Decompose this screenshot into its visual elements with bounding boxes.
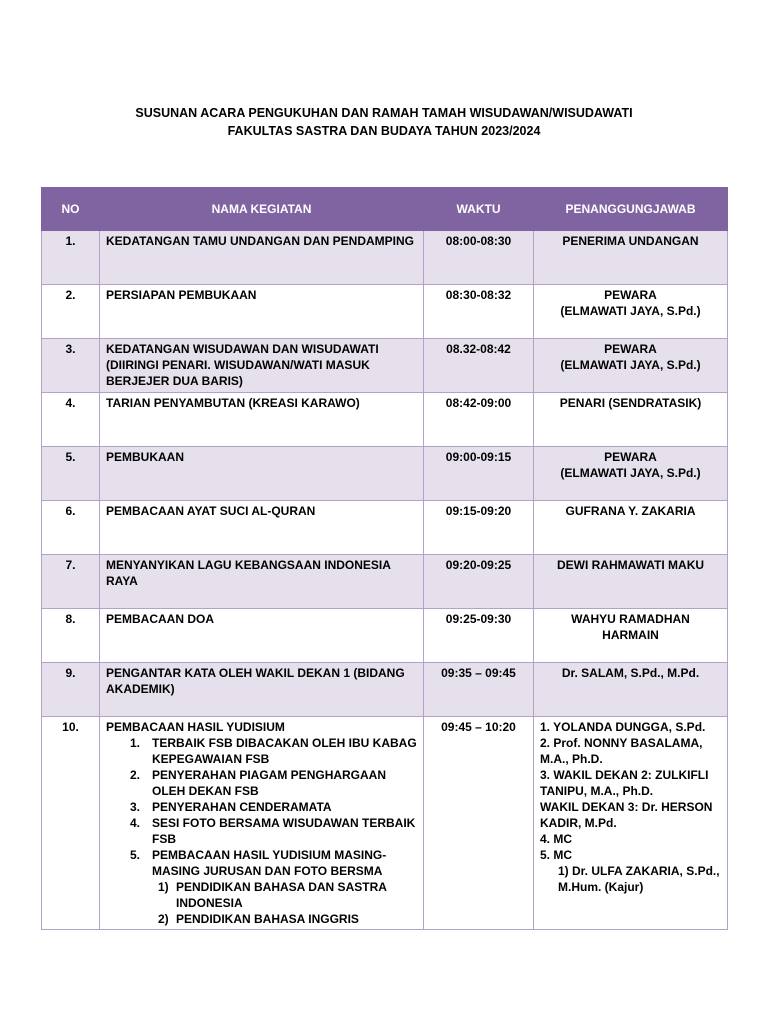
header-penanggungjawab: PENANGGUNGJAWAB — [534, 188, 728, 231]
row-waktu: 09:15-09:20 — [424, 501, 534, 555]
header-waktu: WAKTU — [424, 188, 534, 231]
subsubitem-list — [106, 879, 417, 927]
table-row — [42, 501, 728, 555]
row-penanggungjawab — [534, 447, 728, 501]
list-number: 2. — [130, 768, 141, 782]
pj-line: WAKIL DEKAN 3: Dr. HERSON KADIR, M.Pd. — [540, 800, 713, 830]
subitem-list — [106, 735, 417, 879]
pj-line: Dr. SALAM, S.Pd., M.Pd. — [561, 666, 700, 680]
list-text: SESI FOTO BERSAMA WISUDAWAN TERBAIK FSB — [152, 816, 416, 846]
row-waktu: 09:20-09:25 — [424, 555, 534, 609]
row-kegiatan: PEMBUKAAN — [100, 447, 424, 501]
row-kegiatan: PENGANTAR KATA OLEH WAKIL DEKAN 1 (BIDANG AKADEMIK) — [100, 663, 424, 717]
pj-line: 1. YOLANDA DUNGGA, S.Pd. — [540, 720, 706, 734]
pj-line: GUFRANA Y. ZAKARIA — [565, 504, 696, 518]
table-row — [42, 339, 728, 393]
pj-line: 1) Dr. ULFA ZAKARIA, S.Pd., M.Hum. (Kajur) — [558, 864, 720, 894]
row-kegiatan: KEDATANGAN TAMU UNDANGAN DAN PENDAMPING — [100, 231, 424, 285]
header-nama-kegiatan: NAMA KEGIATAN — [100, 188, 424, 231]
row-kegiatan: KEDATANGAN WISUDAWAN DAN WISUDAWATI (DIIRINGI PENARI. WISUDAWAN/WATI MASUK BERJEJER DUA BARIS) — [100, 339, 424, 393]
table-row-yudisium — [42, 717, 728, 930]
row-penanggungjawab — [534, 663, 728, 717]
row-no: 3. — [42, 339, 100, 393]
list-text: TERBAIK FSB DIBACAKAN OLEH IBU KABAG KEPEGAWAIAN FSB — [152, 736, 417, 766]
row-no: 1. — [42, 231, 100, 285]
pj-line: (ELMAWATI JAYA, S.Pd.) — [560, 304, 701, 318]
list-number: 1. — [130, 736, 141, 750]
list-text: PENDIDIKAN BAHASA DAN SASTRA INDONESIA — [176, 880, 387, 910]
list-text: PENYERAHAN CENDERAMATA — [152, 800, 332, 814]
row-penanggungjawab — [534, 717, 728, 930]
document-title-line1: SUSUNAN ACARA PENGUKUHAN DAN RAMAH TAMAH WISUDAWAN/WISUDAWATI — [135, 106, 633, 120]
pj-line: WAHYU RAMADHAN — [571, 612, 690, 626]
pj-line: (ELMAWATI JAYA, S.Pd.) — [560, 466, 701, 480]
pj-line: 5. MC — [540, 848, 573, 862]
table-row — [42, 609, 728, 663]
pj-line: 4. MC — [540, 832, 573, 846]
table-row — [42, 555, 728, 609]
row-penanggungjawab — [534, 231, 728, 285]
pj-line: (ELMAWATI JAYA, S.Pd.) — [560, 358, 701, 372]
pj-line: PENERIMA UNDANGAN — [562, 234, 699, 248]
row-kegiatan — [100, 717, 424, 930]
row-no: 8. — [42, 609, 100, 663]
row-penanggungjawab — [534, 555, 728, 609]
list-number: 4. — [130, 816, 141, 830]
row-waktu: 09:45 – 10:20 — [424, 717, 534, 930]
table-row — [42, 447, 728, 501]
pj-line: PEWARA — [604, 342, 657, 356]
row-waktu: 09:25-09:30 — [424, 609, 534, 663]
pj-line: 2. Prof. NONNY BASALAMA, M.A., Ph.D. — [540, 736, 703, 766]
pj-line: HARMAIN — [602, 628, 659, 642]
list-number: 2) — [158, 912, 169, 926]
document-title-line2: FAKULTAS SASTRA DAN BUDAYA TAHUN 2023/2024 — [227, 124, 541, 138]
schedule-table — [41, 187, 728, 930]
row-waktu: 08.32-08:42 — [424, 339, 534, 393]
row-waktu: 08:30-08:32 — [424, 285, 534, 339]
list-number: 3. — [130, 800, 141, 814]
list-text: PENYERAHAN PIAGAM PENGHARGAAN OLEH DEKAN FSB — [152, 768, 387, 798]
row-no: 7. — [42, 555, 100, 609]
row-waktu: 09:35 – 09:45 — [424, 663, 534, 717]
table-header-row — [42, 188, 728, 231]
row-no: 2. — [42, 285, 100, 339]
pj-line: PEWARA — [604, 288, 657, 302]
row-penanggungjawab — [534, 609, 728, 663]
table-row — [42, 231, 728, 285]
list-number: 5. — [130, 848, 141, 862]
row-no: 5. — [42, 447, 100, 501]
list-text: PEMBACAAN HASIL YUDISIUM MASING-MASING JURUSAN DAN FOTO BERSMA — [152, 848, 387, 878]
row-penanggungjawab — [534, 285, 728, 339]
list-item — [106, 735, 417, 767]
row-no: 10. — [42, 717, 100, 930]
list-item — [106, 815, 417, 847]
table-row — [42, 285, 728, 339]
row-kegiatan: PERSIAPAN PEMBUKAAN — [100, 285, 424, 339]
table-row — [42, 663, 728, 717]
row-kegiatan: PEMBACAAN AYAT SUCI AL-QURAN — [100, 501, 424, 555]
kegiatan-main: PEMBACAAN HASIL YUDISIUM — [106, 720, 285, 734]
list-item — [106, 879, 417, 911]
row-no: 4. — [42, 393, 100, 447]
row-no: 9. — [42, 663, 100, 717]
list-text: PENDIDIKAN BAHASA INGGRIS — [176, 912, 359, 926]
row-penanggungjawab — [534, 339, 728, 393]
pj-line: PEWARA — [604, 450, 657, 464]
table-row — [42, 393, 728, 447]
list-item — [106, 847, 417, 879]
list-number: 1) — [158, 880, 169, 894]
row-kegiatan: TARIAN PENYAMBUTAN (KREASI KARAWO) — [100, 393, 424, 447]
pj-line: 3. WAKIL DEKAN 2: ZULKIFLI TANIPU, M.A., Ph.D. — [540, 768, 709, 798]
row-waktu: 08:00-08:30 — [424, 231, 534, 285]
pj-line: DEWI RAHMAWATI MAKU — [556, 558, 705, 572]
row-no: 6. — [42, 501, 100, 555]
pj-line: PENARI (SENDRATASIK) — [559, 396, 702, 410]
row-penanggungjawab — [534, 393, 728, 447]
row-penanggungjawab — [534, 501, 728, 555]
row-waktu: 09:00-09:15 — [424, 447, 534, 501]
row-kegiatan: PEMBACAAN DOA — [100, 609, 424, 663]
list-item — [106, 911, 417, 927]
list-item — [106, 767, 417, 799]
row-waktu: 08:42-09:00 — [424, 393, 534, 447]
row-kegiatan: MENYANYIKAN LAGU KEBANGSAAN INDONESIA RAYA — [100, 555, 424, 609]
list-item — [106, 799, 417, 815]
header-no: NO — [42, 188, 100, 231]
